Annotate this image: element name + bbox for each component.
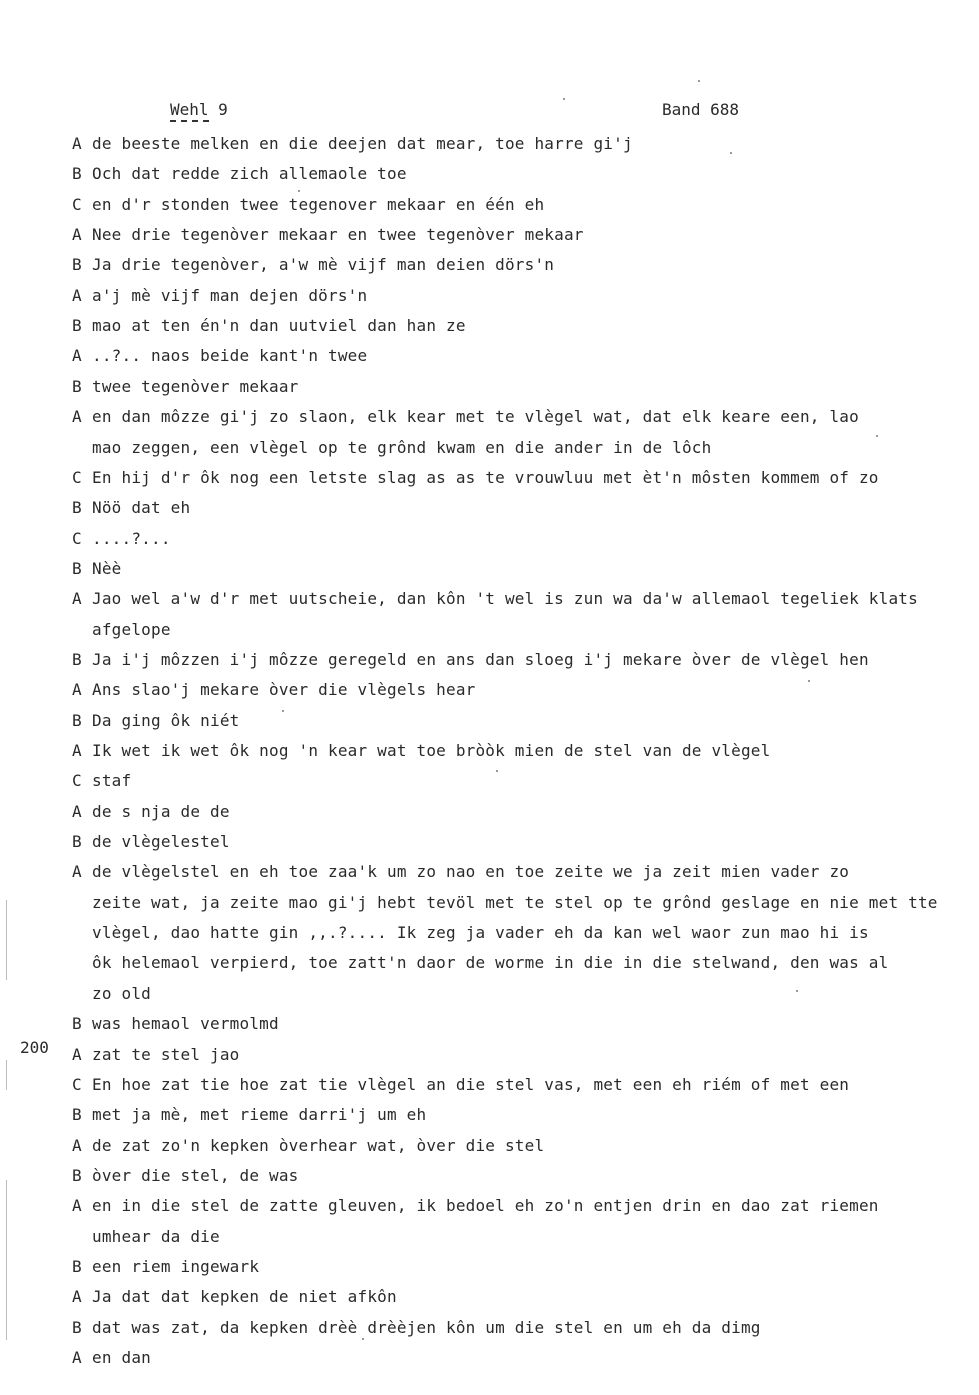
transcript-line (72, 1196, 879, 1216)
speaker-label: C (72, 528, 82, 548)
transcript-line (72, 1075, 849, 1095)
utterance-text: de beeste melken en die deejen dat mear, toe harre gi'j (92, 134, 633, 153)
speck (730, 152, 732, 154)
speaker-label: B (72, 164, 82, 184)
transcript-line (92, 923, 869, 943)
speaker-label: A (72, 741, 82, 760)
utterance-text: was hemaol vermolmd (92, 1014, 279, 1034)
utterance-text: Nee drie tegenòver mekaar en twee tegenòver mekaar (92, 225, 584, 245)
page-title-prefix: Wehl (170, 100, 209, 122)
transcript-line (72, 1105, 426, 1125)
utterance-text: afgelope (92, 619, 171, 639)
utterance-text: umhear da die (92, 1226, 220, 1246)
speaker-label: B (72, 316, 82, 336)
transcript-line (72, 1045, 240, 1065)
transcript-line (92, 984, 151, 1004)
transcript-line (72, 346, 367, 366)
transcript-line (72, 1348, 151, 1368)
speaker-label: B (72, 1165, 82, 1185)
transcript-line (72, 225, 584, 245)
transcript-line (72, 711, 240, 731)
speaker-label: B (72, 255, 82, 275)
transcript-line (72, 377, 299, 397)
speaker-label: B (72, 376, 82, 396)
page-title-number: 9 (218, 100, 228, 119)
transcript-line (92, 1227, 220, 1247)
speck (808, 680, 810, 682)
speaker-label: A (72, 346, 82, 366)
speaker-label: B (72, 558, 82, 578)
speaker-label: A (72, 1348, 82, 1367)
utterance-text: mao at ten én'n dan uutviel dan han ze (92, 316, 466, 336)
transcript-line (92, 893, 938, 913)
speaker-label: A (72, 1135, 82, 1155)
utterance-text: Ja i'j môzzen i'j môzze geregeld en ans dan sloeg i'j mekare òver de vlègel hen (92, 649, 869, 669)
speaker-label: B (72, 1014, 82, 1034)
line-number: 200 (20, 1038, 49, 1057)
utterance-text: Nèè (92, 558, 122, 578)
utterance-text: ôk helemaol verpierd, toe zatt'n daor de worme in die in die stelwand, den was al (92, 953, 889, 973)
utterance-text: En hoe zat tie hoe zat tie vlègel an die stel vas, met een eh riém of met een (92, 1074, 850, 1094)
utterance-text: ..?.. naos beide kant'n twee (92, 346, 368, 366)
transcript-line (72, 286, 367, 306)
utterance-text: en dan (92, 1348, 151, 1367)
utterance-text: Ja drie tegenòver, a'w mè vijf man deien dörs'n (92, 255, 555, 275)
speaker-label: A (72, 407, 82, 427)
page-header (0, 100, 979, 124)
transcript-line (72, 134, 633, 154)
speaker-label: C (72, 467, 82, 487)
speaker-label: A (72, 1287, 82, 1307)
speck (698, 80, 700, 82)
transcript-line (72, 255, 554, 275)
margin-mark (6, 1180, 7, 1340)
transcript-line (72, 164, 407, 184)
utterance-text: Nöö dat eh (92, 498, 191, 518)
transcript-line (92, 953, 888, 973)
margin-mark (6, 1060, 7, 1090)
transcript-line (72, 316, 466, 336)
speaker-label: C (72, 771, 82, 791)
transcript-line (72, 407, 859, 427)
utterance-text: mao zeggen, een vlègel op te grônd kwam en die ander in de lôch (92, 437, 712, 457)
transcript-line (72, 1318, 761, 1338)
utterance-text: Da ging ôk niét (92, 710, 240, 730)
utterance-text: de vlègelestel (92, 832, 230, 852)
utterance-text: ....?... (92, 528, 171, 548)
speaker-label: A (72, 285, 82, 305)
transcript-line (72, 589, 918, 609)
transcript-line (72, 680, 475, 700)
utterance-text: a'j mè vijf man dejen dörs'n (92, 285, 368, 305)
utterance-text: Och dat redde zich allemaole toe (92, 164, 407, 184)
speck (298, 190, 300, 192)
transcript-line (72, 1287, 397, 1307)
speaker-label: A (72, 680, 82, 700)
transcript-line (72, 1136, 544, 1156)
transcript-line (72, 1166, 299, 1186)
margin-mark (6, 900, 7, 980)
page-title (170, 100, 228, 119)
speaker-label: A (72, 862, 82, 882)
utterance-text: Ja dat dat kepken de niet afkôn (92, 1287, 397, 1307)
speaker-label: C (72, 194, 82, 214)
speaker-label: B (72, 649, 82, 669)
speaker-label: A (72, 589, 82, 609)
transcript-line (92, 620, 171, 640)
utterance-text: Jao wel a'w d'r met uutscheie, dan kôn 't wel is zun wa da'w allemaol tegeliek klats (92, 589, 918, 609)
band-label: Band 688 (662, 100, 740, 119)
speaker-label: A (72, 1044, 82, 1064)
utterance-text: en dan môzze gi'j zo slaon, elk kear met te vlègel wat, dat elk keare een, lao (92, 407, 859, 427)
transcript-line (72, 1014, 279, 1034)
utterance-text: de vlègelstel en eh toe zaa'k um zo nao en toe zeite we ja zeit mien vader zo (92, 862, 850, 882)
transcript-line (72, 832, 230, 852)
utterance-text: vlègel, dao hatte gin ,,.?.... Ik zeg ja vader eh da kan wel waor zun mao hi is (92, 923, 869, 943)
utterance-text: dat was zat, da kepken drèè drèèjen kôn um die stel en um eh da dimg (92, 1317, 761, 1337)
utterance-text: de s nja de de (92, 801, 230, 821)
utterance-text: zo old (92, 983, 151, 1003)
transcript-line (72, 650, 869, 670)
speaker-label: A (72, 1196, 82, 1216)
utterance-text: òver die stel, de was (92, 1165, 299, 1185)
speaker-label: B (72, 710, 82, 730)
speaker-label: A (72, 134, 82, 153)
transcript-line (72, 529, 171, 549)
transcript-line (72, 559, 122, 579)
transcript-line (92, 438, 711, 458)
speaker-label: A (72, 801, 82, 821)
transcript-line (72, 498, 190, 518)
speaker-label: A (72, 225, 82, 245)
utterance-text: een riem ingewark (92, 1256, 260, 1276)
speck (796, 990, 798, 992)
utterance-text: Ik wet ik wet ôk nog 'n kear wat toe bròòk mien de stel van de vlègel (92, 741, 771, 760)
transcript-line (72, 741, 770, 761)
speaker-label: B (72, 1256, 82, 1276)
transcript-line (72, 771, 131, 791)
transcript-line (72, 1257, 259, 1277)
utterance-text: staf (92, 771, 132, 791)
utterance-text: en in die stel de zatte gleuven, ik bedoel eh zo'n entjen drin en dao zat riemen (92, 1196, 879, 1216)
utterance-text: met ja mè, met rieme darri'j um eh (92, 1105, 427, 1125)
transcript-line (72, 862, 849, 882)
speck (362, 1338, 364, 1340)
transcript-line (72, 195, 544, 215)
speaker-label: C (72, 1074, 82, 1094)
transcript-line (72, 802, 230, 822)
utterance-text: zeite wat, ja zeite mao gi'j hebt tevöl met te stel op te grônd geslage en nie met tte (92, 892, 938, 912)
speck (496, 770, 498, 772)
speaker-label: B (72, 832, 82, 852)
speck (876, 435, 878, 437)
speaker-label: B (72, 1105, 82, 1125)
utterance-text: Ans slao'j mekare òver die vlègels hear (92, 680, 476, 700)
utterance-text: zat te stel jao (92, 1044, 240, 1064)
utterance-text: de zat zo'n kepken òverhear wat, òver die stel (92, 1135, 545, 1155)
speck (563, 98, 565, 100)
transcript-line (72, 468, 879, 488)
utterance-text: En hij d'r ôk nog een letste slag as as te vrouwluu met èt'n môsten kommem of zo (92, 467, 879, 487)
speaker-label: B (72, 498, 82, 518)
utterance-text: twee tegenòver mekaar (92, 376, 299, 396)
speaker-label: B (72, 1317, 82, 1337)
speck (282, 710, 284, 712)
utterance-text: en d'r stonden twee tegenover mekaar en één eh (92, 194, 545, 214)
